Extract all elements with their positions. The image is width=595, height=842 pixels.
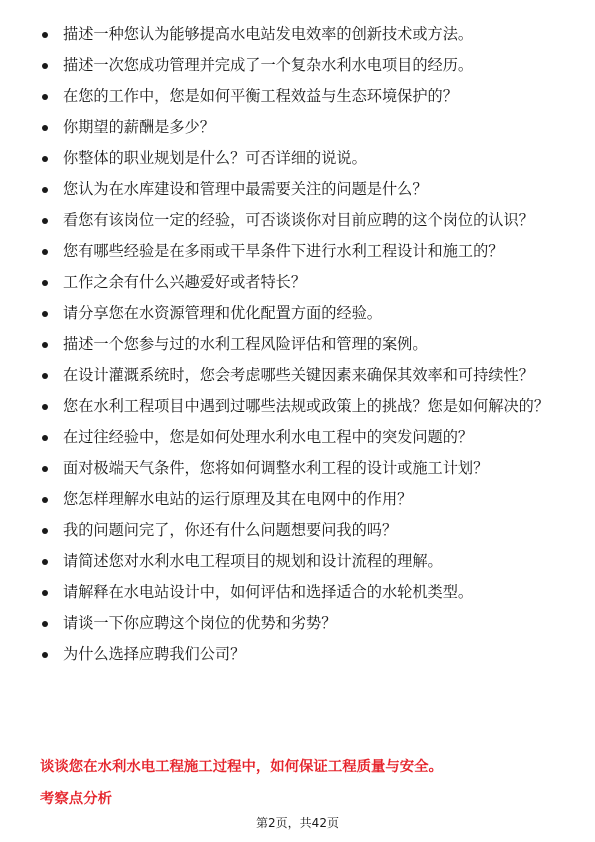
bullet-icon (42, 280, 48, 286)
list-item (0, 644, 595, 665)
list-item (0, 210, 595, 231)
list-item (0, 86, 595, 107)
bullet-icon (42, 342, 48, 348)
question-text: 请分享您在水资源管理和优化配置方面的经验。 (63, 304, 382, 322)
bullet-icon (42, 466, 48, 472)
question-text: 您在水利工程项目中遇到过哪些法规或政策上的挑战？您是如何解决的？ (63, 397, 549, 415)
question-text: 看您有该岗位一定的经验，可否谈谈你对目前应聘的这个岗位的认识？ (63, 211, 534, 229)
list-item (0, 427, 595, 448)
question-text: 在您的工作中，您是如何平衡工程效益与生态环境保护的？ (63, 87, 458, 105)
question-text: 描述一次您成功管理并完成了一个复杂水利水电项目的经历。 (63, 56, 474, 74)
question-text: 您有哪些经验是在多雨或干旱条件下进行水利工程设计和施工的？ (63, 242, 504, 260)
list-item (0, 148, 595, 169)
list-item (0, 241, 595, 262)
bullet-icon (42, 621, 48, 627)
list-item (0, 55, 595, 76)
list-item (0, 613, 595, 634)
bullet-icon (42, 94, 48, 100)
bullet-icon (42, 187, 48, 193)
list-item (0, 582, 595, 603)
list-item (0, 117, 595, 138)
question-text: 为什么选择应聘我们公司？ (63, 645, 246, 663)
question-text: 你整体的职业规划是什么？可否详细的说说。 (63, 149, 367, 167)
list-item (0, 303, 595, 324)
list-item (0, 334, 595, 355)
question-text: 请简述您对水利水电工程项目的规划和设计流程的理解。 (63, 552, 443, 570)
list-item (0, 396, 595, 417)
list-item (0, 24, 595, 45)
question-text: 在过往经验中，您是如何处理水利水电工程中的突发问题的？ (63, 428, 474, 446)
bullet-icon (42, 156, 48, 162)
question-list (0, 24, 595, 675)
question-text: 请谈一下你应聘这个岗位的优势和劣势？ (63, 614, 337, 632)
bullet-icon (42, 652, 48, 658)
list-item (0, 551, 595, 572)
list-item (0, 489, 595, 510)
bullet-icon (42, 311, 48, 317)
question-text: 工作之余有什么兴趣爱好或者特长？ (63, 273, 306, 291)
bullet-icon (42, 373, 48, 379)
list-item (0, 458, 595, 479)
page-footer: 第2页，共42页 (256, 816, 339, 830)
section-heading: 考察点分析 (40, 791, 112, 807)
question-text: 描述一种您认为能够提高水电站发电效率的创新技术或方法。 (63, 25, 474, 43)
question-text: 您怎样理解水电站的运行原理及其在电网中的作用？ (63, 490, 413, 508)
question-text: 面对极端天气条件，您将如何调整水利工程的设计或施工计划？ (63, 459, 489, 477)
bullet-icon (42, 63, 48, 69)
question-text: 我的问题问完了，你还有什么问题想要问我的吗？ (63, 521, 398, 539)
bullet-icon (42, 404, 48, 410)
question-text: 描述一个您参与过的水利工程风险评估和管理的案例。 (63, 335, 428, 353)
bullet-icon (42, 559, 48, 565)
bullet-icon (42, 590, 48, 596)
bullet-icon (42, 32, 48, 38)
bullet-icon (42, 125, 48, 131)
question-text: 请解释在水电站设计中，如何评估和选择适合的水轮机类型。 (63, 583, 474, 601)
bullet-icon (42, 528, 48, 534)
question-text: 你期望的薪酬是多少？ (63, 118, 215, 136)
bullet-icon (42, 249, 48, 255)
bullet-icon (42, 218, 48, 224)
question-text: 在设计灌溉系统时，您会考虑哪些关键因素来确保其效率和可持续性？ (63, 366, 534, 384)
bullet-icon (42, 435, 48, 441)
list-item (0, 365, 595, 386)
list-item (0, 179, 595, 200)
question-text: 您认为在水库建设和管理中最需要关注的问题是什么？ (63, 180, 428, 198)
list-item (0, 520, 595, 541)
highlight-question: 谈谈您在水利水电工程施工过程中，如何保证工程质量与安全。 (40, 759, 443, 775)
list-item (0, 272, 595, 293)
bullet-icon (42, 497, 48, 503)
